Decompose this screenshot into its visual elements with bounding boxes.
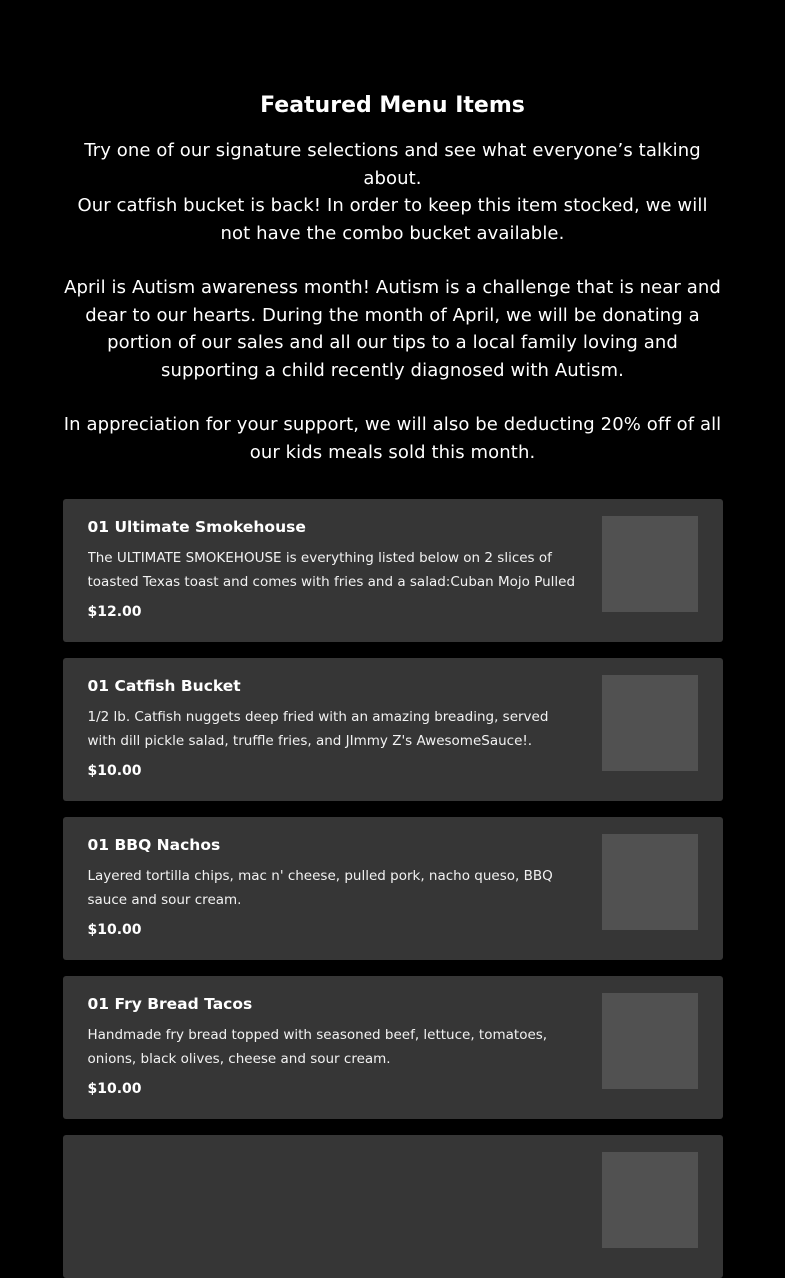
menu-item-card[interactable]	[63, 817, 723, 960]
menu-item-price: $10.00	[87, 1081, 142, 1097]
menu-item-image[interactable]	[602, 675, 698, 771]
menu-item-card[interactable]	[63, 1135, 723, 1278]
menu-item-image[interactable]	[602, 1152, 698, 1248]
menu-item-description: Handmade fry bread topped with seasoned beef, lettuce, tomatoes, onions, black olives, cheese and sour cream.	[87, 1027, 548, 1067]
section-title: Featured Menu Items	[260, 93, 525, 118]
menu-item-description: The ULTIMATE SMOKEHOUSE is everything listed below on 2 slices of toasted Texas toast and comes with fries and a salad:Cuban Mojo Pulled	[87, 550, 576, 590]
intro-paragraph: April is Autism awareness month! Autism is a challenge that is near and dear to our hearts. During the month of April, we will be donating a portion of our sales and all our tips to a local family loving and supporting a child recently diagnosed with Autism.	[64, 277, 721, 381]
menu-item-card[interactable]	[63, 499, 723, 642]
menu-item-image[interactable]	[602, 516, 698, 612]
menu-item-description: 1/2 lb. Catfish nuggets deep fried with an amazing breading, served with dill pickle salad, truffle fries, and JImmy Z's AwesomeSauce!.	[87, 709, 549, 749]
menu-item-list	[63, 499, 723, 1278]
featured-section	[63, 0, 723, 1278]
menu-item-name: 01 Fry Bread Tacos	[87, 995, 253, 1013]
menu-item-card[interactable]	[63, 658, 723, 801]
section-intro	[63, 137, 723, 466]
menu-item-name: 01 Ultimate Smokehouse	[87, 518, 306, 536]
intro-paragraph: In appreciation for your support, we will also be deducting 20% off of all our kids meals sold this month.	[63, 414, 722, 463]
menu-item-name: 01 Catfish Bucket	[87, 677, 241, 695]
menu-item-card[interactable]	[63, 976, 723, 1119]
menu-item-price: $10.00	[87, 922, 142, 938]
menu-item-description: Layered tortilla chips, mac n' cheese, pulled pork, nacho queso, BBQ sauce and sour cream.	[87, 868, 553, 908]
intro-paragraph: Try one of our signature selections and see what everyone’s talking about.	[84, 140, 701, 189]
menu-item-price: $12.00	[87, 604, 142, 620]
menu-item-image[interactable]	[602, 834, 698, 930]
menu-item-description	[88, 1163, 578, 1210]
menu-item-name: 01 BBQ Nachos	[87, 836, 221, 854]
intro-paragraph: Our catfish bucket is back! In order to keep this item stocked, we will not have the combo bucket available.	[77, 195, 708, 244]
menu-item-image[interactable]	[602, 993, 698, 1089]
menu-item-price: $10.00	[87, 763, 142, 779]
